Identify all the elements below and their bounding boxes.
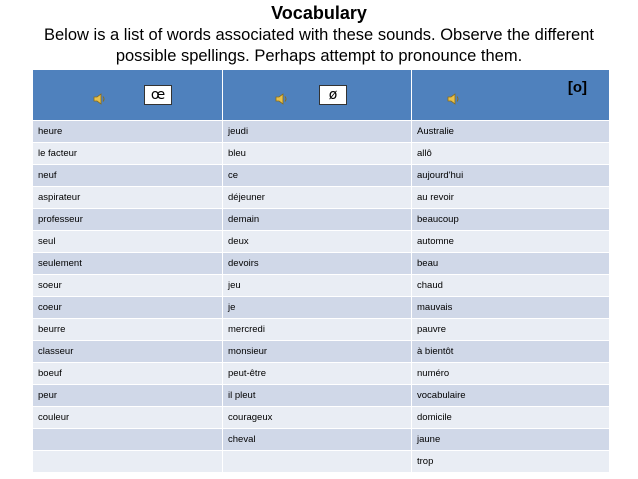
page-title: Vocabulary <box>271 3 367 23</box>
word-cell: coeur <box>33 297 223 319</box>
word-cell: seul <box>33 231 223 253</box>
word-cell: soeur <box>33 275 223 297</box>
table-row <box>33 429 610 451</box>
column-header-oe <box>33 70 223 121</box>
word-cell: jeu <box>223 275 412 297</box>
phoneme-symbol-o: [o] <box>567 79 587 96</box>
word-cell <box>33 451 223 473</box>
table-row <box>33 451 610 473</box>
table-row <box>33 363 610 385</box>
table-row <box>33 187 610 209</box>
word-cell: peut-être <box>223 363 412 385</box>
word-cell: je <box>223 297 412 319</box>
word-cell: monsieur <box>223 341 412 363</box>
table-row <box>33 165 610 187</box>
word-cell: neuf <box>33 165 223 187</box>
word-cell: couleur <box>33 407 223 429</box>
word-cell: aspirateur <box>33 187 223 209</box>
word-cell: mercredi <box>223 319 412 341</box>
word-cell: numéro <box>412 363 610 385</box>
word-cell: demain <box>223 209 412 231</box>
table-row <box>33 143 610 165</box>
word-cell: chaud <box>412 275 610 297</box>
word-cell: allô <box>412 143 610 165</box>
table-row <box>33 385 610 407</box>
table-row <box>33 407 610 429</box>
word-cell: deux <box>223 231 412 253</box>
word-cell: à bientôt <box>412 341 610 363</box>
table-row <box>33 231 610 253</box>
word-cell: jeudi <box>223 121 412 143</box>
word-cell: devoirs <box>223 253 412 275</box>
word-cell <box>33 429 223 451</box>
word-cell: classeur <box>33 341 223 363</box>
word-cell: bleu <box>223 143 412 165</box>
table-row <box>33 121 610 143</box>
table-row <box>33 297 610 319</box>
word-cell: heure <box>33 121 223 143</box>
table-header-row <box>33 70 610 121</box>
word-cell: jaune <box>412 429 610 451</box>
word-cell: domicile <box>412 407 610 429</box>
word-cell: seulement <box>33 253 223 275</box>
word-cell: trop <box>412 451 610 473</box>
word-cell: Australie <box>412 121 610 143</box>
word-cell: beau <box>412 253 610 275</box>
word-cell: peur <box>33 385 223 407</box>
word-cell: il pleut <box>223 385 412 407</box>
word-cell: le facteur <box>33 143 223 165</box>
word-cell: aujourd'hui <box>412 165 610 187</box>
word-cell: beaucoup <box>412 209 610 231</box>
word-cell: mauvais <box>412 297 610 319</box>
vocabulary-table <box>32 69 610 473</box>
table-row <box>33 275 610 297</box>
instructions: Below is a list of words associated with these sounds. Observe the different possible spellings. Perhaps attempt to pronounce them. <box>44 26 594 65</box>
column-header-o <box>412 70 610 121</box>
table-row <box>33 319 610 341</box>
word-cell: ce <box>223 165 412 187</box>
word-cell: professeur <box>33 209 223 231</box>
word-cell <box>223 451 412 473</box>
speaker-icon[interactable] <box>275 92 289 106</box>
table-row <box>33 253 610 275</box>
word-cell: au revoir <box>412 187 610 209</box>
word-cell: vocabulaire <box>412 385 610 407</box>
word-cell: boeuf <box>33 363 223 385</box>
word-cell: courageux <box>223 407 412 429</box>
speaker-icon[interactable] <box>93 92 107 106</box>
word-cell: cheval <box>223 429 412 451</box>
speaker-icon[interactable] <box>447 92 461 106</box>
phoneme-symbol-oe: œ <box>144 85 172 105</box>
word-cell: beurre <box>33 319 223 341</box>
phoneme-symbol-o-slash: ø <box>319 85 347 105</box>
column-header-o-slash <box>223 70 412 121</box>
word-cell: déjeuner <box>223 187 412 209</box>
word-cell: pauvre <box>412 319 610 341</box>
table-row <box>33 209 610 231</box>
word-cell: automne <box>412 231 610 253</box>
table-row <box>33 341 610 363</box>
